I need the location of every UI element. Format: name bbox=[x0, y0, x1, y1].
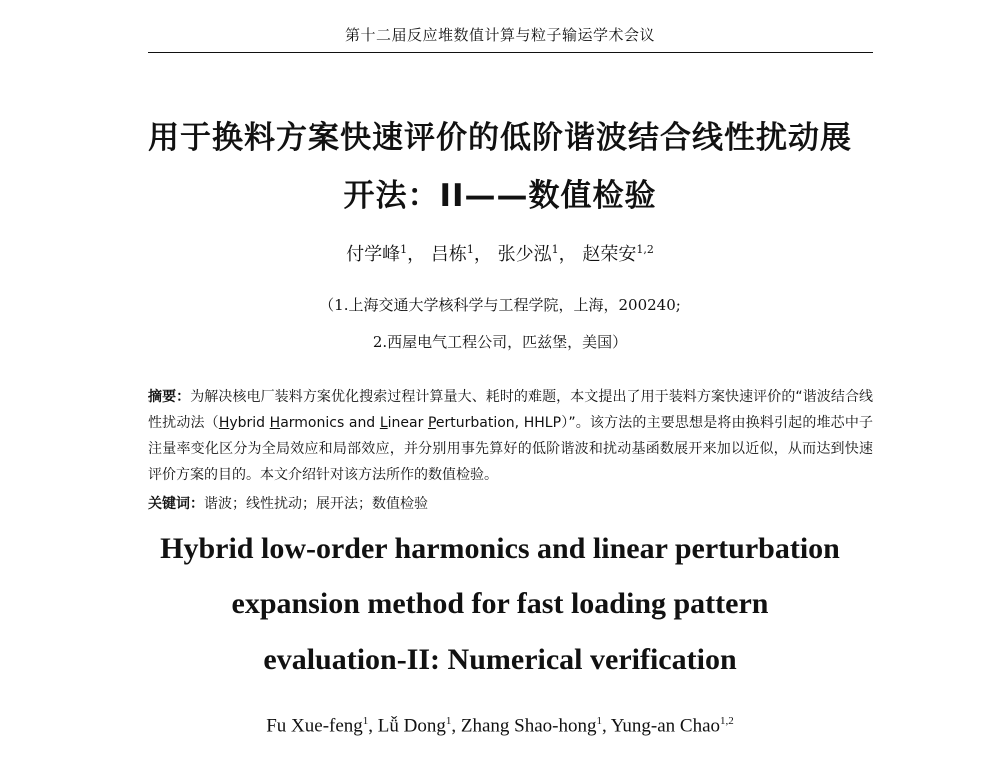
author-separator: ， bbox=[407, 244, 426, 265]
english-title-line-2: expansion method for fast loading pattern bbox=[231, 587, 769, 620]
author-affiliation: 1,2 bbox=[636, 243, 654, 256]
abstract-text: armonics and bbox=[280, 415, 380, 431]
chinese-title-line-1: 用于换料方案快速评价的低阶谐波结合线性扰动展 bbox=[148, 120, 852, 156]
author-affiliation: 1 bbox=[551, 243, 559, 256]
author-affiliation: 1 bbox=[596, 715, 602, 727]
abstract-underlined-letter: L bbox=[379, 415, 388, 431]
author-name: 张少泓 bbox=[497, 244, 552, 265]
author-affiliation: 1 bbox=[445, 715, 452, 727]
abstract-underlined-letter: H bbox=[269, 415, 281, 431]
author-name: 吕栋 bbox=[430, 244, 467, 265]
author-affiliation: 1,2 bbox=[720, 715, 734, 727]
english-title-line-3: evaluation-II: Numerical verification bbox=[263, 643, 737, 676]
author-separator: ， bbox=[473, 244, 492, 265]
keywords-label: 关键词： bbox=[148, 496, 204, 512]
keywords bbox=[148, 493, 873, 513]
author-name: 付学峰 bbox=[346, 244, 401, 265]
chinese-title-line-2: 开法：II——数值检验 bbox=[343, 178, 657, 214]
author-name: 赵荣安 bbox=[582, 244, 637, 265]
author-affiliation: 1 bbox=[400, 243, 408, 256]
header-divider bbox=[148, 52, 873, 53]
author-separator: ， bbox=[558, 244, 577, 265]
author-separator: , bbox=[601, 715, 611, 737]
english-authors bbox=[0, 715, 1000, 737]
author-separator: , bbox=[451, 715, 461, 737]
abstract-text: erturbation, HHLP）”。该方法的主要思想是将由换料引起的堆芯中子注量率变化区分为全局效应和局部效应，并分别用事先算好的低阶谐波和扰动基函数展开来加以近似，从而达到快速评价方案的目的。本文介绍针对该方法所作的数值检验。 bbox=[148, 415, 873, 483]
abstract bbox=[148, 384, 873, 488]
affiliation-line-1: （1.上海交通大学核科学与工程学院，上海，200240; bbox=[319, 296, 681, 314]
author-affiliation: 1 bbox=[362, 715, 369, 727]
abstract-text: ybrid bbox=[229, 415, 270, 431]
author-name: Lǚ Dong bbox=[377, 715, 446, 737]
abstract-underlined-letter: P bbox=[427, 415, 436, 431]
abstract-underlined-letter: H bbox=[218, 415, 230, 431]
chinese-authors bbox=[0, 240, 1000, 266]
english-title-line-1: Hybrid low-order harmonics and linear perturbation bbox=[160, 532, 840, 565]
abstract-text: 为解决核电厂装料方案优化搜索过程计算量大、耗时的难题，本文提出了用于装料方案快速评价的“谐波结合线性扰动法（ bbox=[148, 389, 874, 431]
abstract-label: 摘要： bbox=[148, 389, 191, 405]
author-affiliation: 1 bbox=[466, 243, 474, 256]
author-name: Zhang Shao-hong bbox=[460, 715, 597, 737]
keywords-text: 谐波；线性扰动；展开法；数值检验 bbox=[204, 496, 428, 512]
author-separator: , bbox=[368, 715, 378, 737]
affiliation-line-2: 2.西屋电气工程公司，匹兹堡，美国） bbox=[372, 333, 628, 351]
author-name: Fu Xue-feng bbox=[266, 715, 363, 737]
author-name: Yung-an Chao bbox=[610, 715, 721, 737]
conference-header: 第十二届反应堆数值计算与粒子输运学术会议 bbox=[344, 26, 655, 44]
abstract-text: inear bbox=[387, 415, 428, 431]
